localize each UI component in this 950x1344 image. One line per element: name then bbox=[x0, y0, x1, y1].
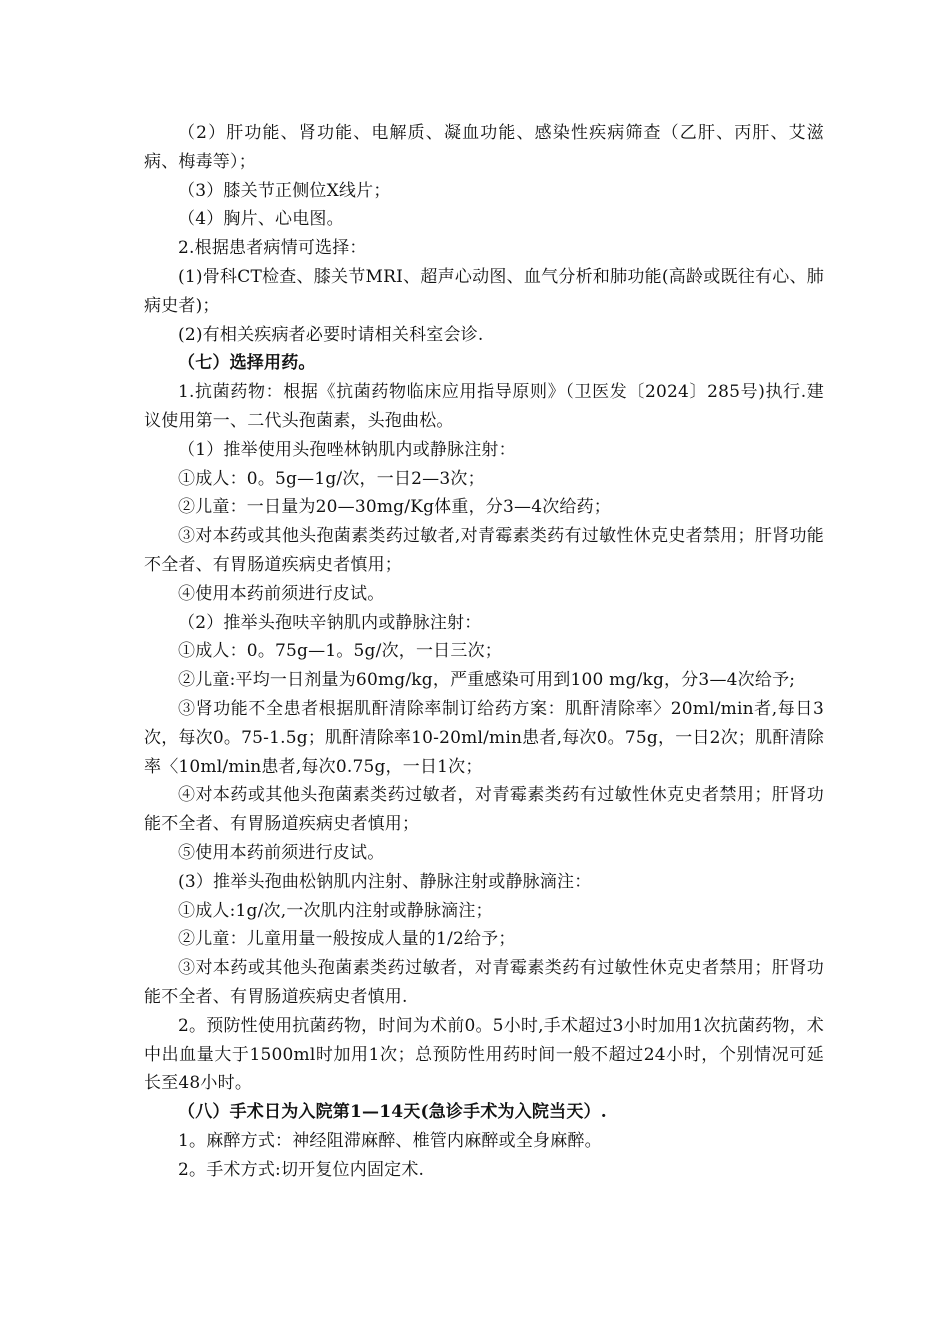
paragraph: ④使用本药前须进行皮试。 bbox=[178, 583, 385, 604]
paragraph: ①成人:1g/次,一次肌内注射或静脉滴注； bbox=[178, 900, 493, 921]
paragraph: （3）膝关节正侧位X线片； bbox=[178, 180, 391, 201]
paragraph: （2）推举头孢呋辛钠肌内或静脉注射： bbox=[178, 612, 482, 633]
paragraph: ③对本药或其他头孢菌素类药过敏者,对青霉素类药有过敏性休克史者禁用；肝肾功能不全者、有胃肠道疾病史者慎用； bbox=[144, 526, 824, 575]
paragraph: ①成人：0。75g—1。5g/次，一日三次； bbox=[178, 641, 502, 662]
paragraph: ③对本药或其他头孢菌素类药过敏者，对青霉素类药有过敏性休克史者禁用；肝肾功能不全者、有胃肠道疾病史者慎用. bbox=[144, 958, 824, 1007]
paragraph: ⑤使用本药前须进行皮试。 bbox=[178, 842, 385, 863]
paragraph: (2)有相关疾病者必要时请相关科室会诊. bbox=[178, 324, 484, 345]
paragraph: 1。麻醉方式：神经阻滞麻醉、椎管内麻醉或全身麻醉。 bbox=[178, 1130, 602, 1151]
paragraph: (1)骨科CT检查、膝关节MRI、超声心动图、血气分析和肺功能(高龄或既往有心、肺病史者)； bbox=[144, 266, 824, 316]
section-heading: （七）选择用药。 bbox=[178, 353, 316, 374]
paragraph: ④对本药或其他头孢菌素类药过敏者，对青霉素类药有过敏性休克史者禁用；肝肾功能不全者、有胃肠道疾病史者慎用； bbox=[144, 785, 824, 835]
paragraph: 1.抗菌药物：根据《抗菌药物临床应用指导原则》（卫医发〔2024〕285号)执行.建议使用第一、二代头孢菌素，头孢曲松。 bbox=[144, 382, 824, 431]
paragraph: (3）推举头孢曲松钠肌内注射、静脉注射或静脉滴注： bbox=[178, 871, 592, 892]
paragraph: ③肾功能不全患者根据肌酐清除率制订给药方案：肌酐清除率〉20ml/min者,每日3次，每次0。75-1.5g；肌酐清除率10-20ml/min患者,每次0。75g，一日2次；肌酐清除率〈10ml/min患者,每次0.75g，一日1次； bbox=[144, 698, 824, 777]
paragraph: （4）胸片、心电图。 bbox=[178, 209, 344, 230]
section-heading: （八）手术日为入院第1—14天(急诊手术为入院当天）. bbox=[178, 1102, 607, 1123]
paragraph: 2。预防性使用抗菌药物，时间为术前0。5小时,手术超过3小时加用1次抗菌药物，术中出血量大于1500ml时加用1次；总预防性用药时间一般不超过24小时，个别情况可延长至48小时。 bbox=[144, 1015, 824, 1094]
paragraph: 2。手术方式:切开复位内固定术. bbox=[178, 1159, 425, 1180]
paragraph: ①成人：0。5g—1g/次，一日2—3次； bbox=[178, 468, 485, 489]
paragraph: ②儿童：一日量为20—30mg/Kg体重，分3—4次给药； bbox=[178, 497, 612, 518]
paragraph: ②儿童：儿童用量一般按成人量的1/2给予； bbox=[178, 929, 516, 950]
paragraph: （2）肝功能、肾功能、电解质、凝血功能、感染性疾病筛查（乙肝、丙肝、艾滋病、梅毒等）； bbox=[144, 123, 824, 172]
document-body bbox=[144, 119, 824, 1184]
paragraph: （1）推举使用头孢唑林钠肌内或静脉注射： bbox=[178, 439, 516, 460]
paragraph: 2.根据患者病情可选择： bbox=[178, 238, 367, 259]
paragraph: ②儿童:平均一日剂量为60mg/kg，严重感染可用到100 mg/kg，分3—4次给予; bbox=[178, 670, 796, 691]
